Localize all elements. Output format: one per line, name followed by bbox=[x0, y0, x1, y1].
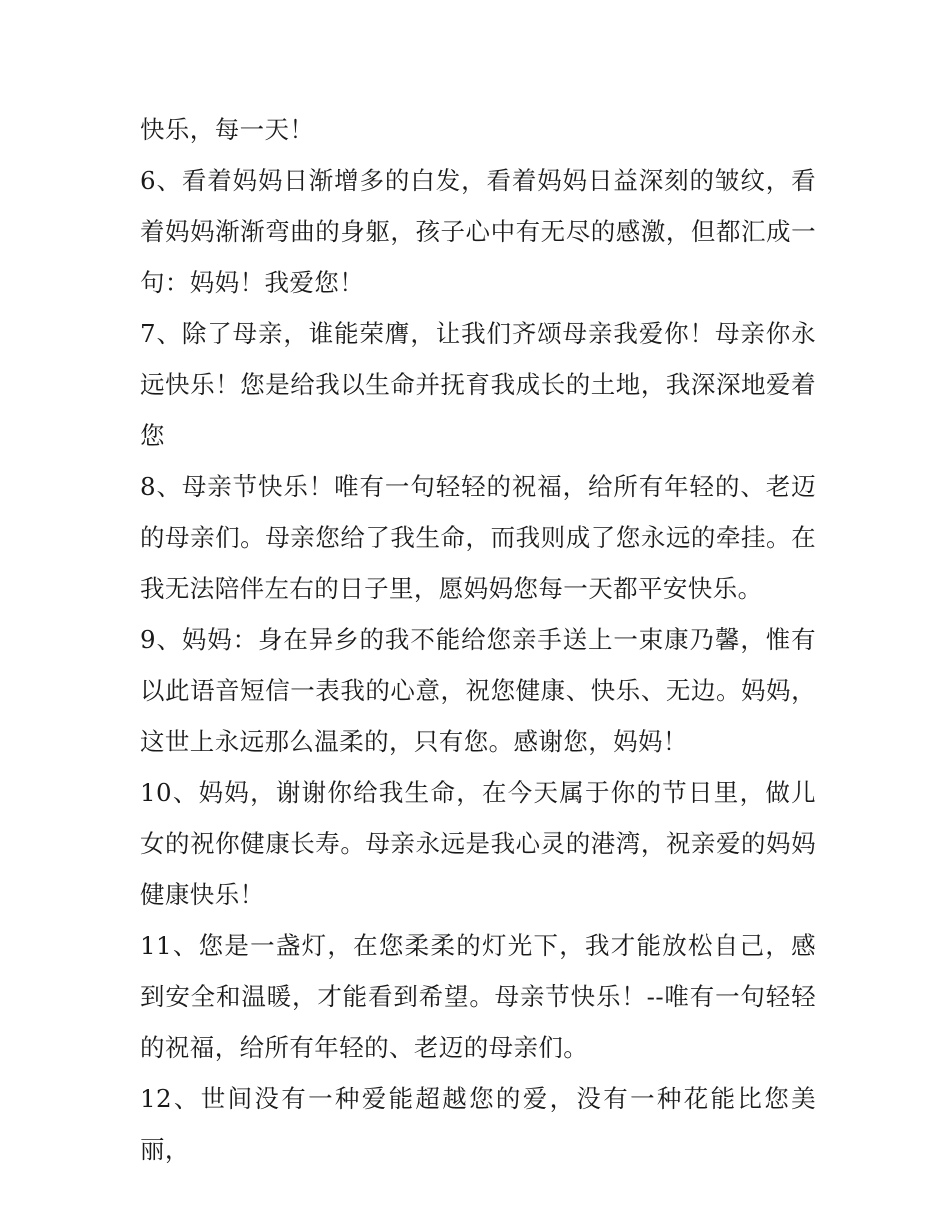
paragraph-item-10: 10、妈妈，谢谢你给我生命，在今天属于你的节日里，做儿女的祝你健康长寿。母亲永远是我心灵的港湾，祝亲爱的妈妈健康快乐！ bbox=[140, 778, 816, 909]
paragraph-item-9: 9、妈妈：身在异乡的我不能给您亲手送上一束康乃馨，惟有以此语音短信一表我的心意，祝您健康、快乐、无边。妈妈，这世上永远那么温柔的，只有您。感谢您，妈妈！ bbox=[140, 625, 816, 756]
paragraph-continuation: 快乐，每一天！ bbox=[140, 115, 315, 144]
paragraph-item-11: 11、您是一盏灯，在您柔柔的灯光下，我才能放松自己，感到安全和温暖，才能看到希望。母亲节快乐！--唯有一句轻轻的祝福，给所有年轻的、老迈的母亲们。 bbox=[140, 931, 816, 1062]
paragraph-item-8: 8、母亲节快乐！唯有一句轻轻的祝福，给所有年轻的、老迈的母亲们。母亲您给了我生命，而我则成了您永远的牵挂。在我无法陪伴左右的日子里，愿妈妈您每一天都平安快乐。 bbox=[140, 472, 816, 603]
paragraph-item-6: 6、看着妈妈日渐增多的白发，看着妈妈日益深刻的皱纹，看着妈妈渐渐弯曲的身躯，孩子心中有无尽的感激，但都汇成一句：妈妈！我爱您！ bbox=[140, 166, 816, 297]
paragraph-item-12: 12、世间没有一种爱能超越您的爱，没有一种花能比您美丽， bbox=[140, 1084, 816, 1164]
paragraph-item-7: 7、除了母亲，谁能荣膺，让我们齐颂母亲我爱你！母亲你永远快乐！您是给我以生命并抚育我成长的土地，我深深地爱着您 bbox=[140, 319, 816, 450]
document-body bbox=[140, 104, 816, 1175]
